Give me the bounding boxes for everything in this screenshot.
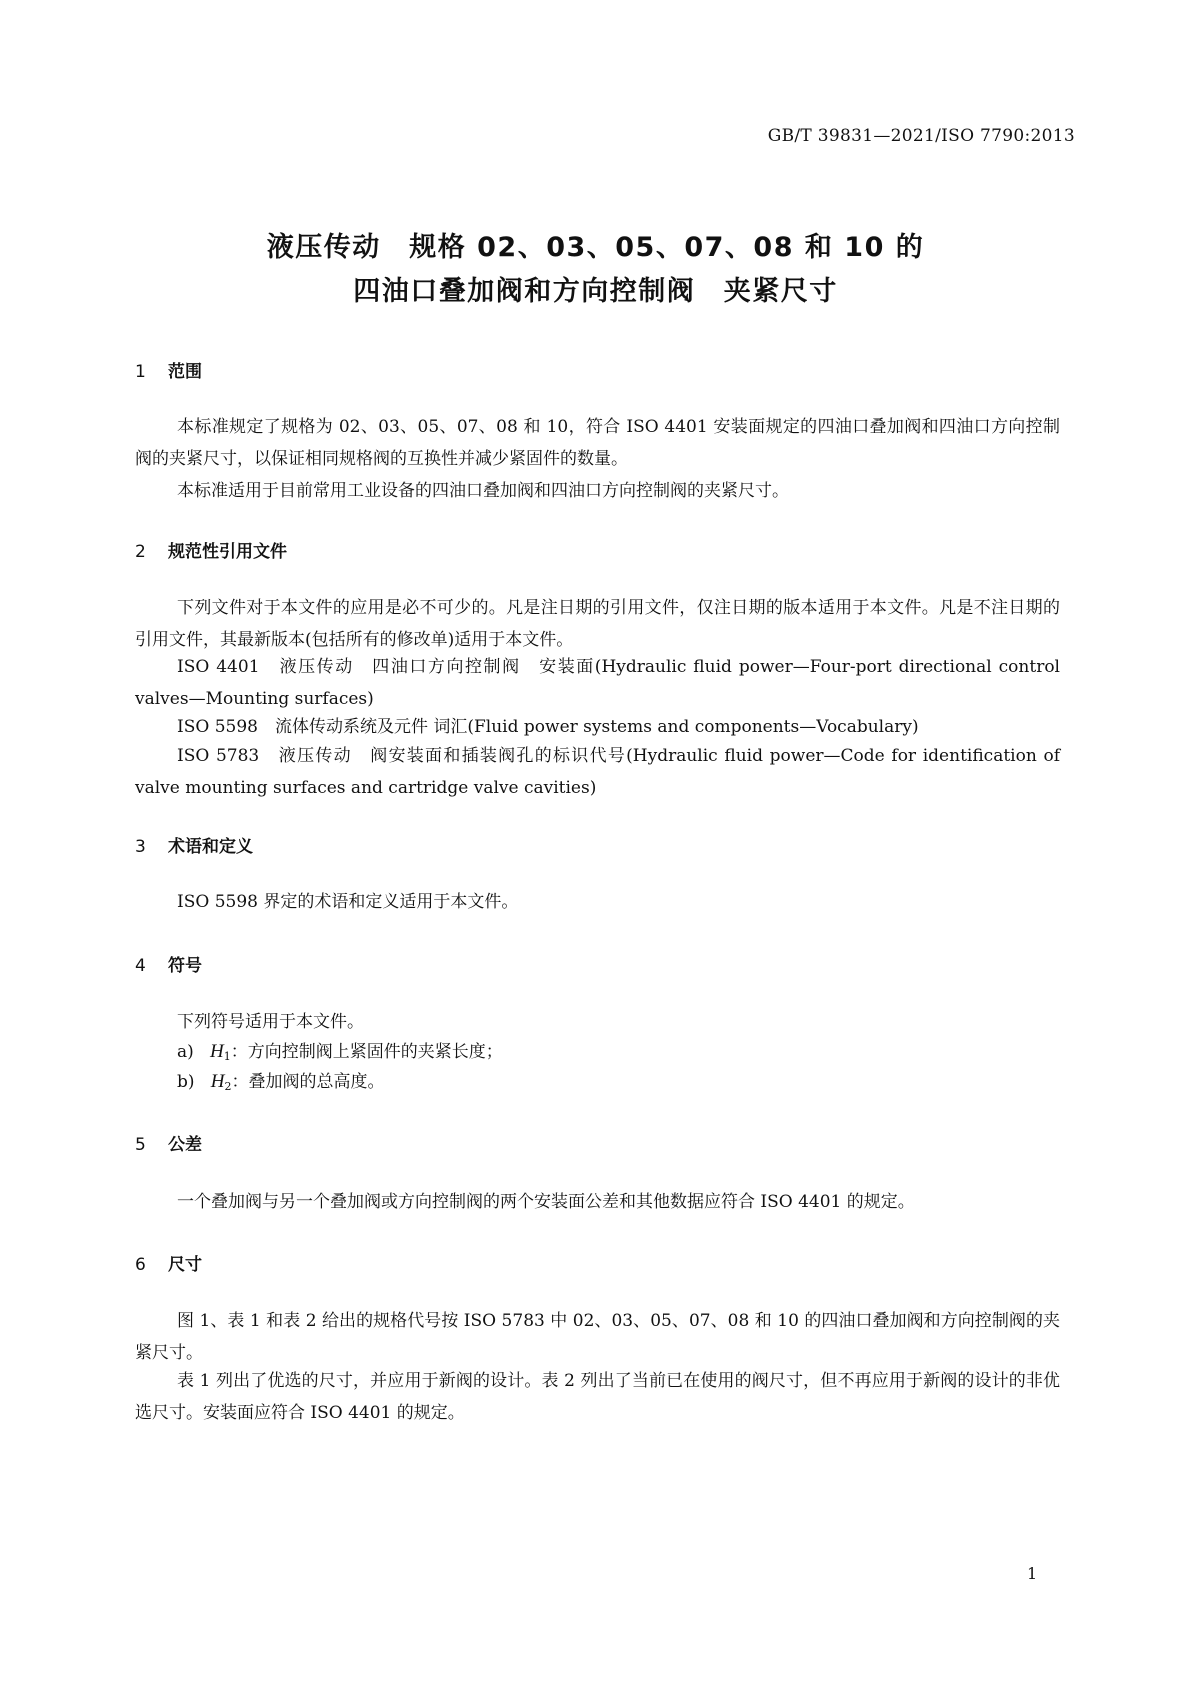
section-number: 1	[135, 362, 146, 382]
section-title: 公差	[168, 1135, 202, 1155]
title-line-2: 四油口叠加阀和方向控制阀 夹紧尺寸	[353, 276, 838, 307]
symbol: H	[210, 1071, 225, 1092]
section-2-heading	[135, 537, 287, 562]
symbol-definition: ：方向控制阀上紧固件的夹紧长度；	[230, 1042, 503, 1062]
section-6-heading	[135, 1250, 202, 1275]
section-3-paragraph-1: ISO 5598 界定的术语和定义适用于本文件。	[177, 892, 519, 912]
page-number: 1	[1027, 1564, 1038, 1583]
reference-iso-5783: ISO 5783 液压传动 阀安装面和插装阀孔的标识代号(Hydraulic fluid power—Code for identification of valve mounting surfaces and cartridge valve cavities)	[135, 746, 1060, 798]
section-1-heading	[135, 357, 202, 382]
section-title: 范围	[168, 362, 202, 382]
list-marker: a)	[177, 1042, 194, 1062]
symbol-subscript: 2	[224, 1080, 232, 1093]
section-title: 尺寸	[168, 1255, 202, 1275]
section-number: 6	[135, 1255, 146, 1275]
section-5-heading	[135, 1130, 202, 1155]
section-6-paragraph-2: 表 1 列出了优选的尺寸，并应用于新阀的设计。表 2 列出了当前已在使用的阀尺寸，但不再应用于新阀的设计的非优选尺寸。安装面应符合 ISO 4401 的规定。	[135, 1371, 1060, 1423]
section-number: 2	[135, 542, 146, 562]
section-6-paragraph-1: 图 1、表 1 和表 2 给出的规格代号按 ISO 5783 中 02、03、05、07、08 和 10 的四油口叠加阀和方向控制阀的夹紧尺寸。	[135, 1311, 1060, 1363]
section-5-paragraph-1: 一个叠加阀与另一个叠加阀或方向控制阀的两个安装面公差和其他数据应符合 ISO 4401 的规定。	[177, 1192, 915, 1212]
reference-iso-4401: ISO 4401 液压传动 四油口方向控制阀 安装面(Hydraulic fluid power—Four-port directional control valves—Mounting surfaces)	[135, 657, 1060, 709]
symbol-list-item	[177, 1066, 1060, 1103]
section-title: 符号	[168, 956, 202, 976]
symbol-definition: ：叠加阀的总高度。	[231, 1072, 385, 1092]
symbol-subscript: 1	[223, 1050, 231, 1063]
section-1-paragraph-1: 本标准规定了规格为 02、03、05、07、08 和 10，符合 ISO 4401 安装面规定的四油口叠加阀和四油口方向控制阀的夹紧尺寸，以保证相同规格阀的互换性并减少紧固件的数量。	[135, 417, 1060, 469]
section-2-paragraph-1: 下列文件对于本文件的应用是必不可少的。凡是注日期的引用文件，仅注日期的版本适用于本文件。凡是不注日期的引用文件，其最新版本(包括所有的修改单)适用于本文件。	[135, 598, 1060, 650]
section-4-heading	[135, 951, 202, 976]
section-title: 规范性引用文件	[168, 542, 287, 562]
section-4-paragraph-1: 下列符号适用于本文件。	[177, 1012, 364, 1032]
section-number: 4	[135, 956, 146, 976]
section-3-heading	[135, 832, 253, 857]
section-1-paragraph-2: 本标准适用于目前常用工业设备的四油口叠加阀和四油口方向控制阀的夹紧尺寸。	[177, 481, 789, 501]
title-line-1: 液压传动 规格 02、03、05、07、08 和 10 的	[266, 232, 925, 263]
reference-iso-5598: ISO 5598 流体传动系统及元件 词汇(Fluid power systems and components—Vocabulary)	[177, 717, 919, 737]
symbol: H	[210, 1041, 224, 1062]
section-number: 5	[135, 1135, 146, 1155]
section-number: 3	[135, 837, 146, 857]
section-title: 术语和定义	[168, 837, 253, 857]
list-marker: b)	[177, 1072, 195, 1092]
document-title	[0, 226, 1191, 314]
standard-id-header: GB/T 39831—2021/ISO 7790:2013	[767, 126, 1075, 146]
